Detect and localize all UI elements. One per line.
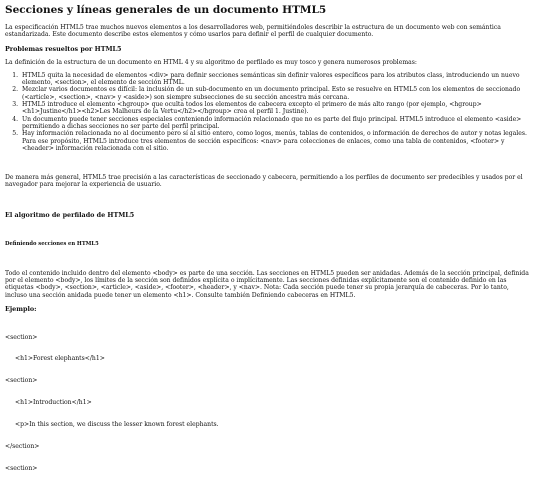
problems-list [5, 72, 532, 152]
code-line: <h1>Introduction</h1> [15, 399, 92, 407]
intro-paragraph: La especificación HTML5 trae muchos nuevos elementos a los desarrolladores web, permitiéndoles describir la estructura de un documento web con semántica estandarizada. Este documento describe estos elementos y cómo usarlos para definir el perfil de cualquier documento. [5, 24, 501, 39]
list-item: 4. Un documento puede tener secciones especiales conteniendo información relacionado que no es parte del flujo principal. HTML5 introduce el elemento <aside> permitiendo a dichas secciones no ser parte del perfil principal. [20, 116, 532, 131]
list-item: 2. Mezclar varios documentos es difícil: la inclusión de un sub-documento en un documento principal. Esto se resuelve en HTML5 con los elementos de seccionado (<article>, <section>, <nav> y <aside>) son siempre subsecciones de su sección ancestra más cercana. [20, 86, 532, 101]
code-line: <section> [5, 377, 38, 385]
list-item: 3. HTML5 introduce el elemento <hgroup> que oculta todos los elementos de cabecera excepto el primero de más alto rango (por ejemplo, <hgroup><h1>Justine</h1><h2>Les Malheurs de la Vertu</h2></hgroup> crea el perfil 1. Justine). [20, 101, 532, 116]
summary-paragraph: De manera más general, HTML5 trae precisión a las características de seccionado y cabecera, permitiendo a los perfiles de documento ser predecibles y usados por el navegador para mejorar la experiencia de usuario. [5, 174, 523, 189]
defining-sections-paragraph: Todo el contenido incluido dentro del elemento <body> es parte de una sección. Las secciones en HTML5 pueden ser anidadas. Además de la sección principal, definida por el elemento <body>, los límites de la sección son definidos explícita o implícitamente. Las secciones definidas explícitamente son el contenido definido en las etiquetas <body>, <section>, <article>, <aside>, <footer>, <header>, y <nav>. Nota: Cada sección puede tener su propia jerarquía de cabeceras. Por lo tanto, incluso una sección anidada puede tener un elemento <h1>. Consulte también Definiendo cabeceras en HTML5. [5, 269, 529, 299]
code-line: <section> [5, 333, 38, 341]
algorithm-heading: El algoritmo de perfilado de HTML5 [5, 210, 135, 219]
defining-sections-heading: Definiendo secciones en HTML5 [5, 240, 99, 247]
code-line: <p>In this section, we discuss the lesser known forest elephants. [15, 421, 219, 429]
list-item: 5. Hay información relacionada no al documento pero sí al sitio entero, como logos, menús, tablas de contenidos, o información de derechos de autor y notas legales. Para ese propósito, HTML5 introduce tres elementos de sección específicos: <nav> para colecciones de enlaces, como una tabla de contenidos, <footer> y <header> información relacionada con el sitio. [20, 130, 532, 152]
code-line: <section> [5, 464, 38, 472]
list-item: 1. HTML5 quita la necesidad de elementos <div> para definir secciones semánticas sin definir valores específicos para los atributos class, introduciendo un nuevo elemento, <section>, el elemento de sección HTML. [20, 72, 532, 87]
code-line: <h1>Forest elephants</h1> [15, 355, 105, 363]
page-title: Secciones y líneas generales de un documento HTML5 [5, 4, 327, 16]
problems-intro-paragraph: La definición de la estructura de un documento en HTML 4 y su algoritmo de perfilado es muy tosco y genera numerosos problemas: [5, 58, 417, 66]
code-example [5, 319, 532, 487]
problems-heading: Problemas resueltos por HTML5 [5, 44, 122, 53]
code-line: </section> [5, 442, 40, 450]
example-label: Ejemplo: [5, 304, 37, 313]
